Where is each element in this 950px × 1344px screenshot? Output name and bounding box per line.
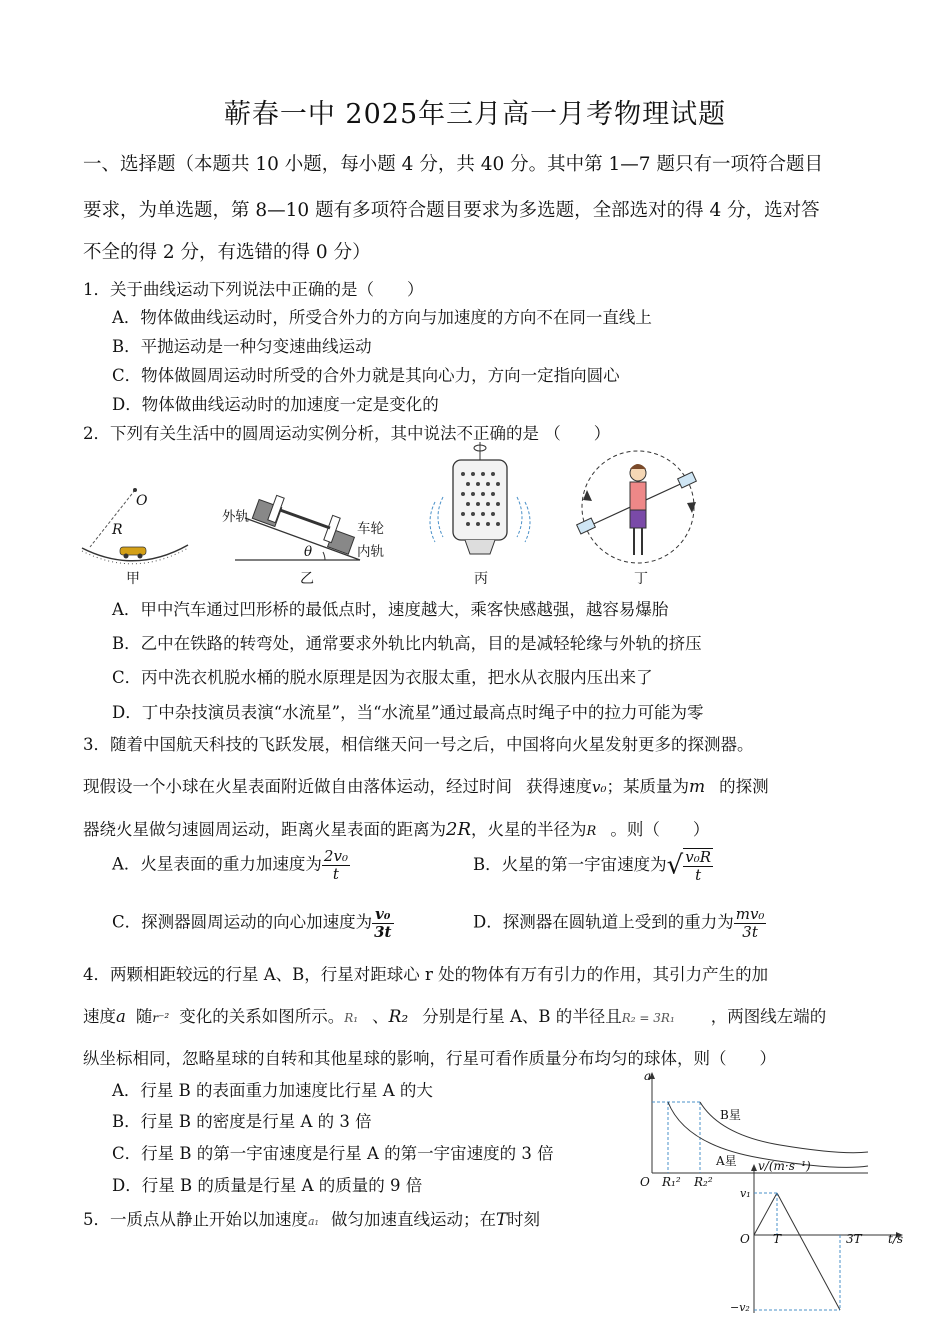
q4-symbol-r2: R₂ <box>388 1007 409 1027</box>
q5-graph-origin: O <box>740 1232 750 1246</box>
q5-symbol-a1: a₁ <box>308 1215 319 1228</box>
figure-jia-caption: 甲 <box>126 571 140 587</box>
q5-symbol-t: T <box>495 1210 507 1229</box>
q5-graph-3t: 3T <box>846 1232 862 1246</box>
q4-graph-origin: O <box>640 1175 650 1189</box>
q4-stem-line-2: 速度a 随r⁻² 变化的关系如图所示。R₁ 、R₂ 分别是行星 A、B 的半径且R₂ = 3R₁ ，两图线左端的 <box>83 1007 827 1027</box>
q2-option-a: A．甲中汽车通过凹形桥的最低点时，速度越大，乘客快感越强，越容易爆胎 <box>112 600 669 619</box>
page-title: 蕲春一中 2025年三月高一月考物理试题 <box>223 99 727 130</box>
q3-option-d: D．探测器在圆轨道上受到的重力为 $\frac{\text{mv₀}}{3t}$ <box>473 905 765 941</box>
q3-option-b: B．火星的第一宇宙速度为√ $\frac{\text{v₀R}}{t}$ <box>473 848 711 884</box>
q1-option-b: B．平抛运动是一种匀变速曲线运动 <box>112 337 372 356</box>
figure-ding-caption: 丁 <box>634 571 648 587</box>
q1-option-d: D．物体做曲线运动时的加速度一定是变化的 <box>112 395 439 414</box>
figure-jia-label-r: R <box>112 522 123 538</box>
q2-option-b: B．乙中在铁路的转弯处，通常要求外轨比内轨高，目的是减轻轮缘与外轨的挤压 <box>112 634 702 653</box>
q4-option-a: A．行星 B 的表面重力加速度比行星 A 的大 <box>112 1081 433 1100</box>
q4-graph-x1: R₁² <box>662 1175 681 1189</box>
q3-symbol-r: R <box>586 824 597 839</box>
section-intro-line-3: 不全的得 2 分，有选错的得 0 分） <box>83 242 371 263</box>
figure-yi-caption: 乙 <box>300 571 314 587</box>
figure-yi-label-outer-rail: 外轨 <box>222 509 249 525</box>
q4-condition: R₂ = 3R₁ <box>621 1011 675 1025</box>
figure-yi-label-theta: θ <box>304 544 313 560</box>
q3-stem-line-3: 器绕火星做匀速圆周运动，距离火星表面的距离为2R，火星的半径为R 。则（ ） <box>83 819 710 840</box>
figure-yi-railway-curve <box>230 488 370 568</box>
section-intro-line-2: 要求，为单选题，第 8—10 题有多项符合题目要求为多选题，全部选对的得 4 分，选对答 <box>83 200 820 221</box>
q5-velocity-time-graph <box>740 1155 910 1315</box>
q4-option-d: D．行星 B 的质量是行星 A 的质量的 9 倍 <box>112 1176 423 1195</box>
q1-option-c: C．物体做圆周运动时所受的合外力就是其向心力，方向一定指向圆心 <box>112 366 620 385</box>
q1-stem: 1．关于曲线运动下列说法中正确的是（ ） <box>83 280 424 299</box>
q3-symbol-m: m <box>689 777 706 797</box>
section-intro-line-1: 一、选择题（本题共 10 小题，每小题 4 分，共 40 分。其中第 1—7 题只有一项符合题目 <box>83 154 823 175</box>
figure-bing-caption: 丙 <box>474 571 488 587</box>
figure-yi-label-inner-rail: 内轨 <box>357 544 384 560</box>
figure-bing-spin-dryer <box>425 442 535 567</box>
q3-option-c: C．探测器圆周运动的向心加速度为 $\frac{\text{v₀}}{3t}$ <box>112 905 392 941</box>
q4-graph-y-label: a <box>644 1069 652 1083</box>
figure-jia-label-o: O <box>136 493 148 509</box>
q3-symbol-v0: v₀ <box>592 778 607 796</box>
q3-stem-line-1: 3．随着中国航天科技的飞跃发展，相信继天问一号之后，中国将向火星发射更多的探测器。 <box>83 735 754 754</box>
q3-symbol-2r: 2R <box>446 819 472 840</box>
q5-graph-v1: v₁ <box>740 1187 751 1200</box>
q5-graph-y-label: v/(m·s⁻¹) <box>758 1159 811 1173</box>
q1-option-a: A．物体做曲线运动时，所受合外力的方向与加速度的方向不在同一直线上 <box>112 308 652 327</box>
q4-option-b: B．行星 B 的密度是行星 A 的 3 倍 <box>112 1112 372 1131</box>
q3-option-a: A．火星表面的重力加速度为 $\frac{\text{2v₀}}{t}$ <box>112 847 348 883</box>
figure-yi-label-wheel: 车轮 <box>357 521 384 537</box>
q5-graph-x-label: t/s <box>888 1232 904 1246</box>
q4-symbol-r-inverse-square: r⁻² <box>152 1011 170 1025</box>
q5-graph-t: T <box>773 1232 782 1246</box>
q4-graph-curve-a-label: A星 <box>716 1154 737 1168</box>
q5-graph-negative-v2: −v₂ <box>730 1301 750 1314</box>
q4-stem-line-1: 4．两颗相距较远的行星 A、B，行星对距球心 r 处的物体有万有引力的作用，其引力产生的加 <box>83 965 769 984</box>
q2-stem: 2．下列有关生活中的圆周运动实例分析，其中说法不正确的是 （ ） <box>83 424 611 443</box>
q4-graph-x2: R₂² <box>694 1175 713 1189</box>
q4-graph-curve-b-label: B星 <box>720 1108 741 1122</box>
figure-ding-water-meteor <box>575 445 710 570</box>
q3-stem-line-2: 现假设一个小球在火星表面附近做自由落体运动，经过时间 获得速度v₀；某质量为m 的探测 <box>83 777 769 797</box>
q2-option-c: C．丙中洗衣机脱水桶的脱水原理是因为衣服太重，把水从衣服内压出来了 <box>112 668 653 687</box>
q5-stem: 5．一质点从静止开始以加速度a₁ 做匀加速直线运动；在T时刻 <box>83 1210 540 1229</box>
q4-option-c: C．行星 B 的第一宇宙速度是行星 A 的第一宇宙速度的 3 倍 <box>112 1144 554 1163</box>
q4-stem-line-3: 纵坐标相同，忽略星球的自转和其他星球的影响，行星可看作质量分布均匀的球体，则（ ） <box>83 1049 776 1068</box>
q2-option-d: D．丁中杂技演员表演“水流星”，当“水流星”通过最高点时绳子中的拉力可能为零 <box>112 703 704 722</box>
q4-symbol-r1: R₁ <box>344 1011 359 1025</box>
q4-symbol-a: a <box>116 1007 126 1026</box>
